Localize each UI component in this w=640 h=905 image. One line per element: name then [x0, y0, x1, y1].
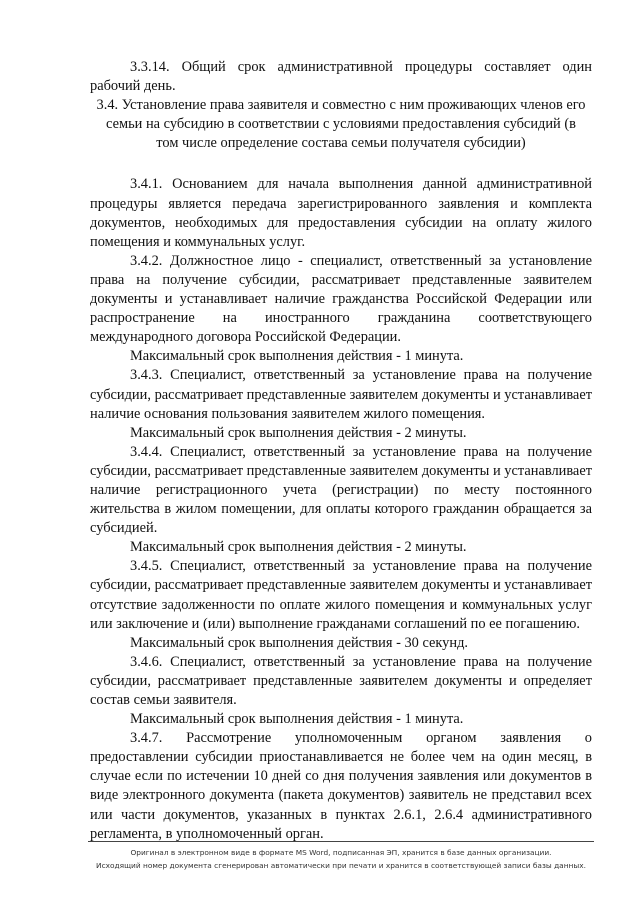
paragraph-3-4-7: 3.4.7. Рассмотрение уполномоченным органом заявления о предоставлении субсидии приостанавливается не более чем на один месяц, в случае если по истечении 10 дней со дня получения заявления или документов в виде электронного документа (пакета документов) заявитель не представил всех или части документов, указанных в пунктах 2.6.1, 2.6.4 административного регламента, в уполномоченный орган.: [90, 730, 592, 842]
paragraph-3-4-6: 3.4.6. Специалист, ответственный за установление права на получение субсидии, рассматривает представленные заявителем документы и определяет состав семьи заявителя.: [90, 653, 592, 708]
footer-line-original: Оригинал в электронном виде в формате MS Word, подписанная ЭП, хранится в базе данных организации.: [130, 848, 552, 857]
max-time-note: Максимальный срок выполнения действия - 2 минуты.: [130, 539, 467, 556]
paragraph-3-4-1: 3.4.1. Основанием для начала выполнения данной административной процедуры является передача зарегистрированного заявления и комплекта документов, необходимых для предоставления субсидии на оплату жилого помещения и коммунальных услуг.: [90, 176, 592, 250]
footer-line-number: Исходящий номер документа сгенерирован автоматически при печати и хранится в соответствующей записи базы данных.: [96, 861, 586, 870]
max-time-note: Максимальный срок выполнения действия - 30 секунд.: [130, 634, 468, 651]
document-page: [90, 58, 592, 844]
paragraph-3-4-3: 3.4.3. Специалист, ответственный за установление права на получение субсидии, рассматривает представленные заявителем документы и устанавливает наличие основания пользования заявителем жилого помещения.: [90, 367, 592, 422]
paragraph-3-3-14: 3.3.14. Общий срок административной процедуры составляет один рабочий день.: [90, 59, 592, 95]
paragraph-3-4-2: 3.4.2. Должностное лицо - специалист, ответственный за установление права на получение субсидии, рассматривает представленные заявителем документы и устанавливает наличие гражданства Российской Федерации или распространение на иностранного гражданина соответствующего международного договора Российской Федерации.: [90, 252, 592, 346]
section-heading-3-4: 3.4. Установление права заявителя и совместно с ним проживающих членов его семьи на субсидию в соответствии с условиями предоставления субсидий (в том числе определение состава семьи получателя субсидии): [96, 97, 586, 152]
max-time-note: Максимальный срок выполнения действия - 1 минута.: [130, 711, 464, 728]
max-time-note: Максимальный срок выполнения действия - 2 минуты.: [130, 424, 467, 441]
paragraph-3-4-5: 3.4.5. Специалист, ответственный за установление права на получение субсидии, рассматривает представленные заявителем документы и устанавливает отсутствие задолженности по оплате жилого помещения и коммунальных услуг или заключение и (или) выполнение гражданами соглашений по ее погашению.: [90, 558, 592, 632]
document-footer: [88, 841, 594, 872]
max-time-note: Максимальный срок выполнения действия - 1 минута.: [130, 348, 464, 365]
paragraph-3-4-4: 3.4.4. Специалист, ответственный за установление права на получение субсидии, рассматривает представленные заявителем документы и устанавливает наличие регистрационного учета (регистрации) по месту постоянного жительства в жилом помещении, для оплаты которого гражданин обращается за субсидией.: [90, 443, 592, 537]
